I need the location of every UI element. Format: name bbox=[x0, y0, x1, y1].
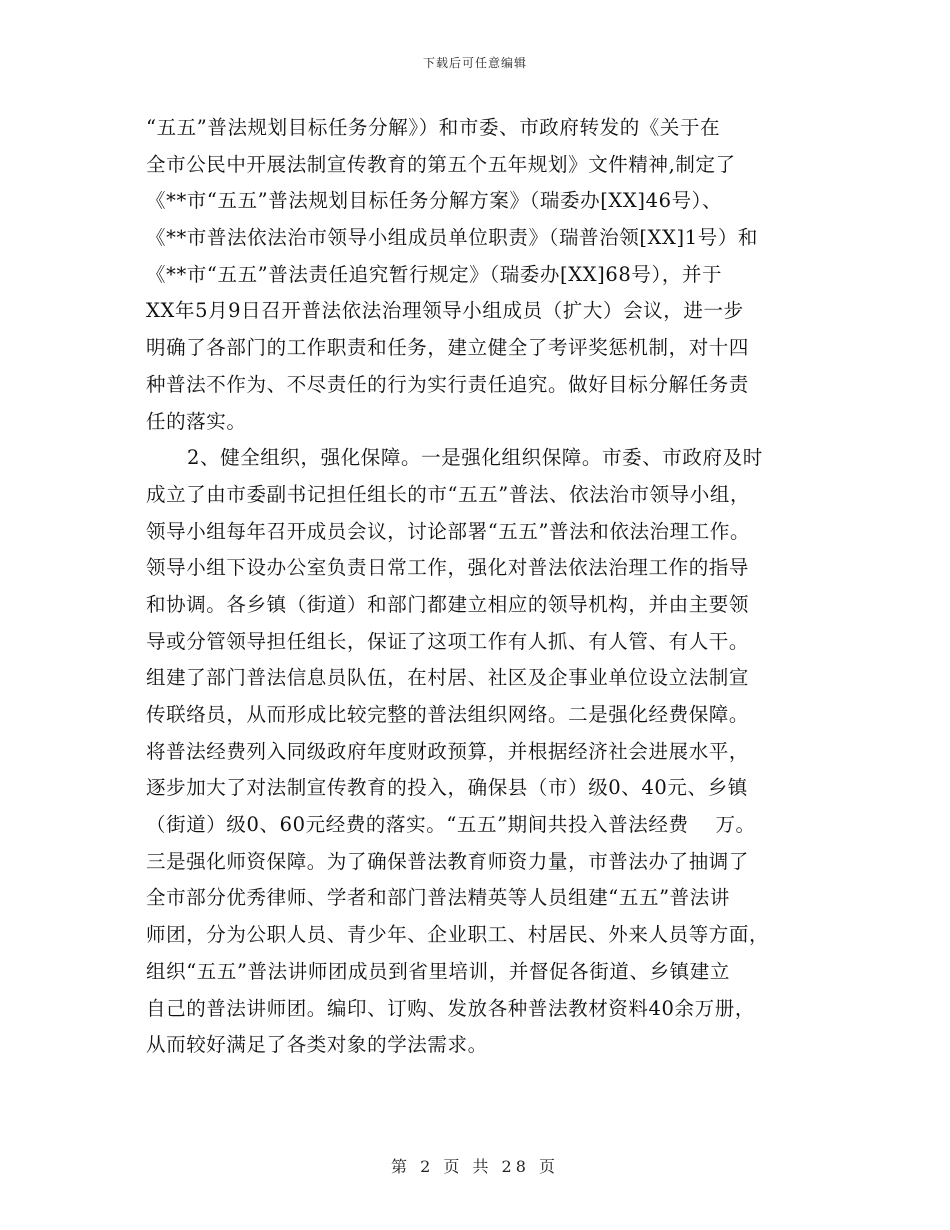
text-line: 领导小组每年召开成员会议，讨论部署“五五”普法和依法治理工作。 bbox=[146, 519, 751, 543]
text-line: 自己的普法讲师团。编印、订购、发放各种普法教材资料40余万册， bbox=[146, 996, 755, 1020]
text-line: 全市部分优秀律师、学者和部门普法精英等人员组建“五五”普法讲 bbox=[146, 886, 730, 910]
text-line: 从而较好满足了各类对象的学法需求。 bbox=[146, 1033, 488, 1057]
text-line: 导或分管领导担任组长，保证了这项工作有人抓、有人管、有人干。 bbox=[146, 629, 750, 653]
paragraph-start-line: 2、健全组织，强化保障。一是强化组织保障。市委、市政府及时 bbox=[187, 446, 763, 470]
document-body bbox=[146, 110, 816, 1064]
text-line: 组建了部门普法信息员队伍，在村居、社区及企事业单位设立法制宣 bbox=[146, 666, 750, 690]
text-line: 将普法经费列入同级政府年度财政预算，并根据经济社会进展水平， bbox=[146, 739, 750, 763]
text-line: 三是强化师资保障。为了确保普法教育师资力量，市普法办了抽调了 bbox=[146, 849, 750, 873]
text-line: 任的落实。 bbox=[146, 409, 247, 433]
text-line: 明确了各部门的工作职责和任务，建立健全了考评奖惩机制，对十四 bbox=[146, 336, 750, 360]
text-line: 逐步加大了对法制宣传教育的投入，确保县（市）级0、40元、乡镇 bbox=[146, 776, 748, 800]
text-line: 领导小组下设办公室负责日常工作，强化对普法依法治理工作的指导 bbox=[146, 556, 750, 580]
page-header: 下载后可任意编辑 bbox=[422, 56, 527, 70]
text-line: 传联络员，从而形成比较完整的普法组织网络。二是强化经费保障。 bbox=[146, 703, 750, 726]
text-line: 全市公民中开展法制宣传教育的第五个五年规划》文件精神,制定了 bbox=[146, 152, 736, 176]
page-number-footer: 第 2 页 共 28 页 bbox=[391, 1157, 559, 1176]
text-line: XX年5月9日召开普法依法治理领导小组成员（扩大）会议，进一步 bbox=[146, 299, 744, 323]
text-line: “五五”普法规划目标任务分解》）和市委、市政府转发的《关于在 bbox=[146, 116, 721, 139]
text-line: 《**市“五五”普法责任追究暂行规定》（瑞委办[XX]68号），并于 bbox=[146, 262, 723, 286]
text-line: 成立了由市委副书记担任组长的市“五五”普法、依法治市领导小组， bbox=[146, 482, 751, 506]
text-line: 种普法不作为、不尽责任的行为实行责任追究。做好目标分解任务责 bbox=[146, 372, 750, 396]
text-line: 和协调。各乡镇（街道）和部门都建立相应的领导机构，并由主要领 bbox=[146, 592, 750, 616]
text-line: 《**市普法依法治市领导小组成员单位职责》（瑞普治领[XX]1号）和 bbox=[146, 226, 759, 250]
text-line: 师团，分为公职人员、青少年、企业职工、村居民、外来人员等方面， bbox=[146, 923, 770, 947]
text-line: （街道）级0、60元经费的落实。“五五”期间共投入普法经费 万。 bbox=[146, 813, 756, 837]
text-line: 组织“五五”普法讲师团成员到省里培训，并督促各街道、乡镇建立 bbox=[146, 959, 730, 983]
text-line: 《**市“五五”普法规划目标任务分解方案》（瑞委办[XX]46号）、 bbox=[146, 189, 723, 213]
